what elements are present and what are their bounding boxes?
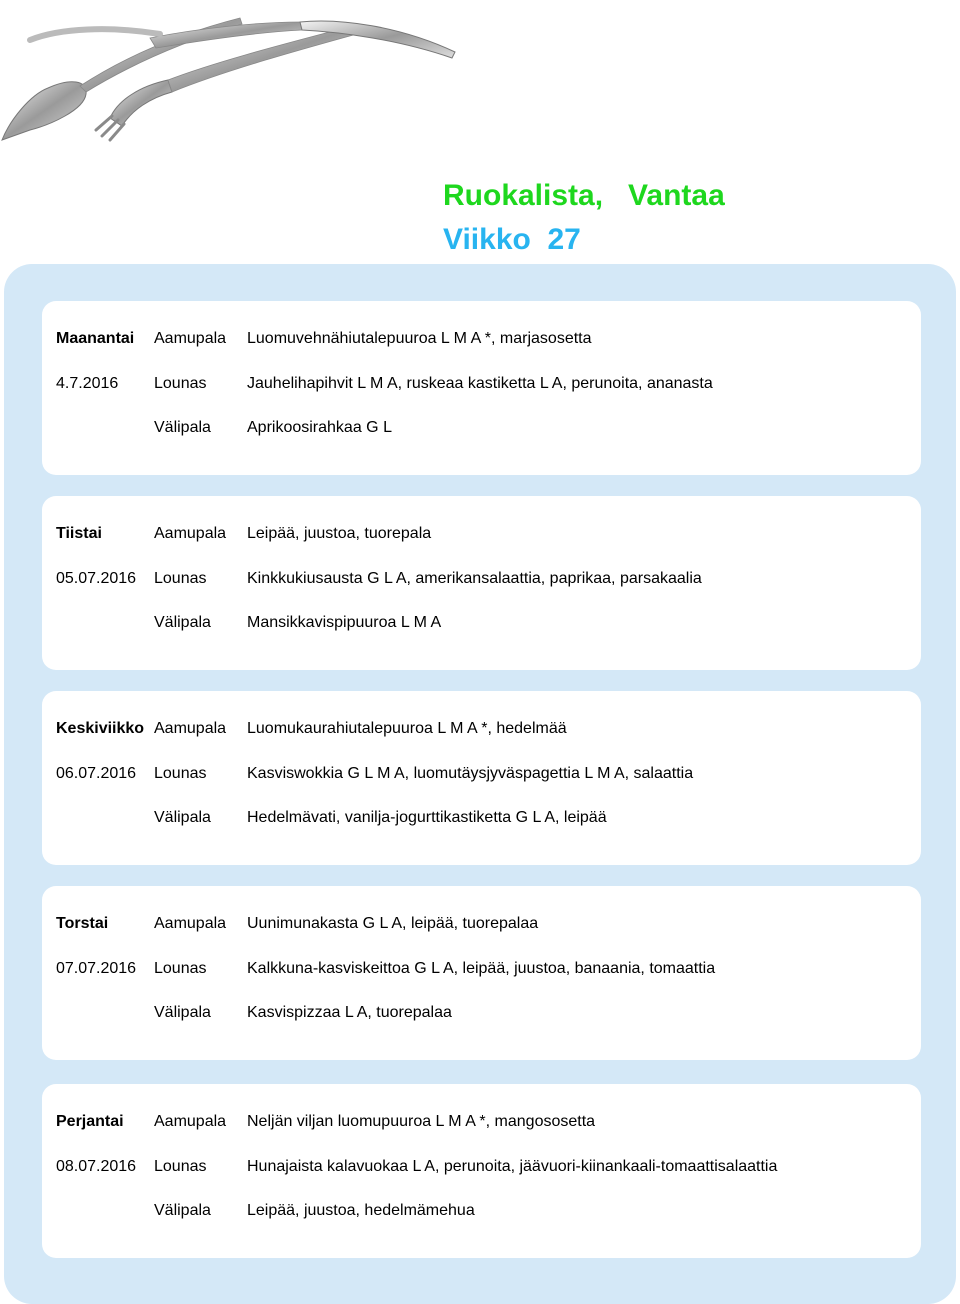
meal-label-valipala: Välipala bbox=[154, 1202, 211, 1219]
valipala-dish: Aprikoosirahkaa G L bbox=[247, 419, 392, 436]
day-date: 4.7.2016 bbox=[56, 375, 119, 392]
valipala-dish: Mansikkavispipuuroa L M A bbox=[247, 614, 442, 631]
meal-label-aamupala: Aamupala bbox=[154, 720, 227, 737]
day-name: Keskiviikko bbox=[56, 720, 145, 737]
day-card-thursday bbox=[42, 886, 921, 1060]
day-date: 08.07.2016 bbox=[56, 1158, 137, 1175]
aamupala-dish: Luomukaurahiutalepuuroa L M A *, hedelmää bbox=[247, 720, 567, 737]
lounas-dish: Jauhelihapihvit L M A, ruskeaa kastiketta L A, perunoita, ananasta bbox=[247, 375, 713, 392]
meal-label-aamupala: Aamupala bbox=[154, 330, 227, 347]
aamupala-dish: Luomuvehnähiutalepuuroa L M A *, marjasosetta bbox=[247, 330, 592, 347]
aamupala-dish: Uunimunakasta G L A, leipää, tuorepalaa bbox=[247, 915, 539, 932]
meal-label-valipala: Välipala bbox=[154, 614, 211, 631]
day-date: 05.07.2016 bbox=[56, 570, 137, 587]
meal-label-valipala: Välipala bbox=[154, 809, 211, 826]
meal-label-aamupala: Aamupala bbox=[154, 525, 227, 542]
meal-label-lounas: Lounas bbox=[154, 375, 207, 392]
lounas-dish: Kinkkukiusausta G L A, amerikansalaattia, paprikaa, parsakaalia bbox=[247, 570, 702, 587]
cutlery-image bbox=[0, 0, 460, 160]
week-title: Viikko 27 bbox=[443, 223, 581, 256]
day-card-monday bbox=[42, 301, 921, 475]
day-card-wednesday bbox=[42, 691, 921, 865]
meal-label-valipala: Välipala bbox=[154, 1004, 211, 1021]
day-card-friday bbox=[42, 1084, 921, 1258]
meal-label-lounas: Lounas bbox=[154, 765, 207, 782]
day-name: Maanantai bbox=[56, 330, 135, 347]
aamupala-dish: Leipää, juustoa, tuorepala bbox=[247, 525, 432, 542]
day-name: Perjantai bbox=[56, 1113, 124, 1130]
lounas-dish: Hunajaista kalavuokaa L A, perunoita, jäävuori-kiinankaali-tomaattisalaattia bbox=[247, 1158, 778, 1175]
lounas-dish: Kasviswokkia G L M A, luomutäysjyväspagettia L M A, salaattia bbox=[247, 765, 694, 782]
meal-label-aamupala: Aamupala bbox=[154, 1113, 227, 1130]
meal-label-lounas: Lounas bbox=[154, 570, 207, 587]
meal-label-aamupala: Aamupala bbox=[154, 915, 227, 932]
meal-label-lounas: Lounas bbox=[154, 1158, 207, 1175]
day-name: Torstai bbox=[56, 915, 109, 932]
day-date: 06.07.2016 bbox=[56, 765, 137, 782]
valipala-dish: Kasvispizzaa L A, tuorepalaa bbox=[247, 1004, 452, 1021]
aamupala-dish: Neljän viljan luomupuuroa L M A *, mangososetta bbox=[247, 1113, 596, 1130]
meal-label-lounas: Lounas bbox=[154, 960, 207, 977]
meal-label-valipala: Välipala bbox=[154, 419, 211, 436]
menu-title: Ruokalista, Vantaa bbox=[443, 179, 725, 212]
day-name: Tiistai bbox=[56, 525, 102, 542]
day-card-tuesday bbox=[42, 496, 921, 670]
lounas-dish: Kalkkuna-kasviskeittoa G L A, leipää, juustoa, banaania, tomaattia bbox=[247, 960, 716, 977]
valipala-dish: Hedelmävati, vanilja-jogurttikastiketta G L A, leipää bbox=[247, 809, 607, 826]
day-date: 07.07.2016 bbox=[56, 960, 137, 977]
valipala-dish: Leipää, juustoa, hedelmämehua bbox=[247, 1202, 475, 1219]
